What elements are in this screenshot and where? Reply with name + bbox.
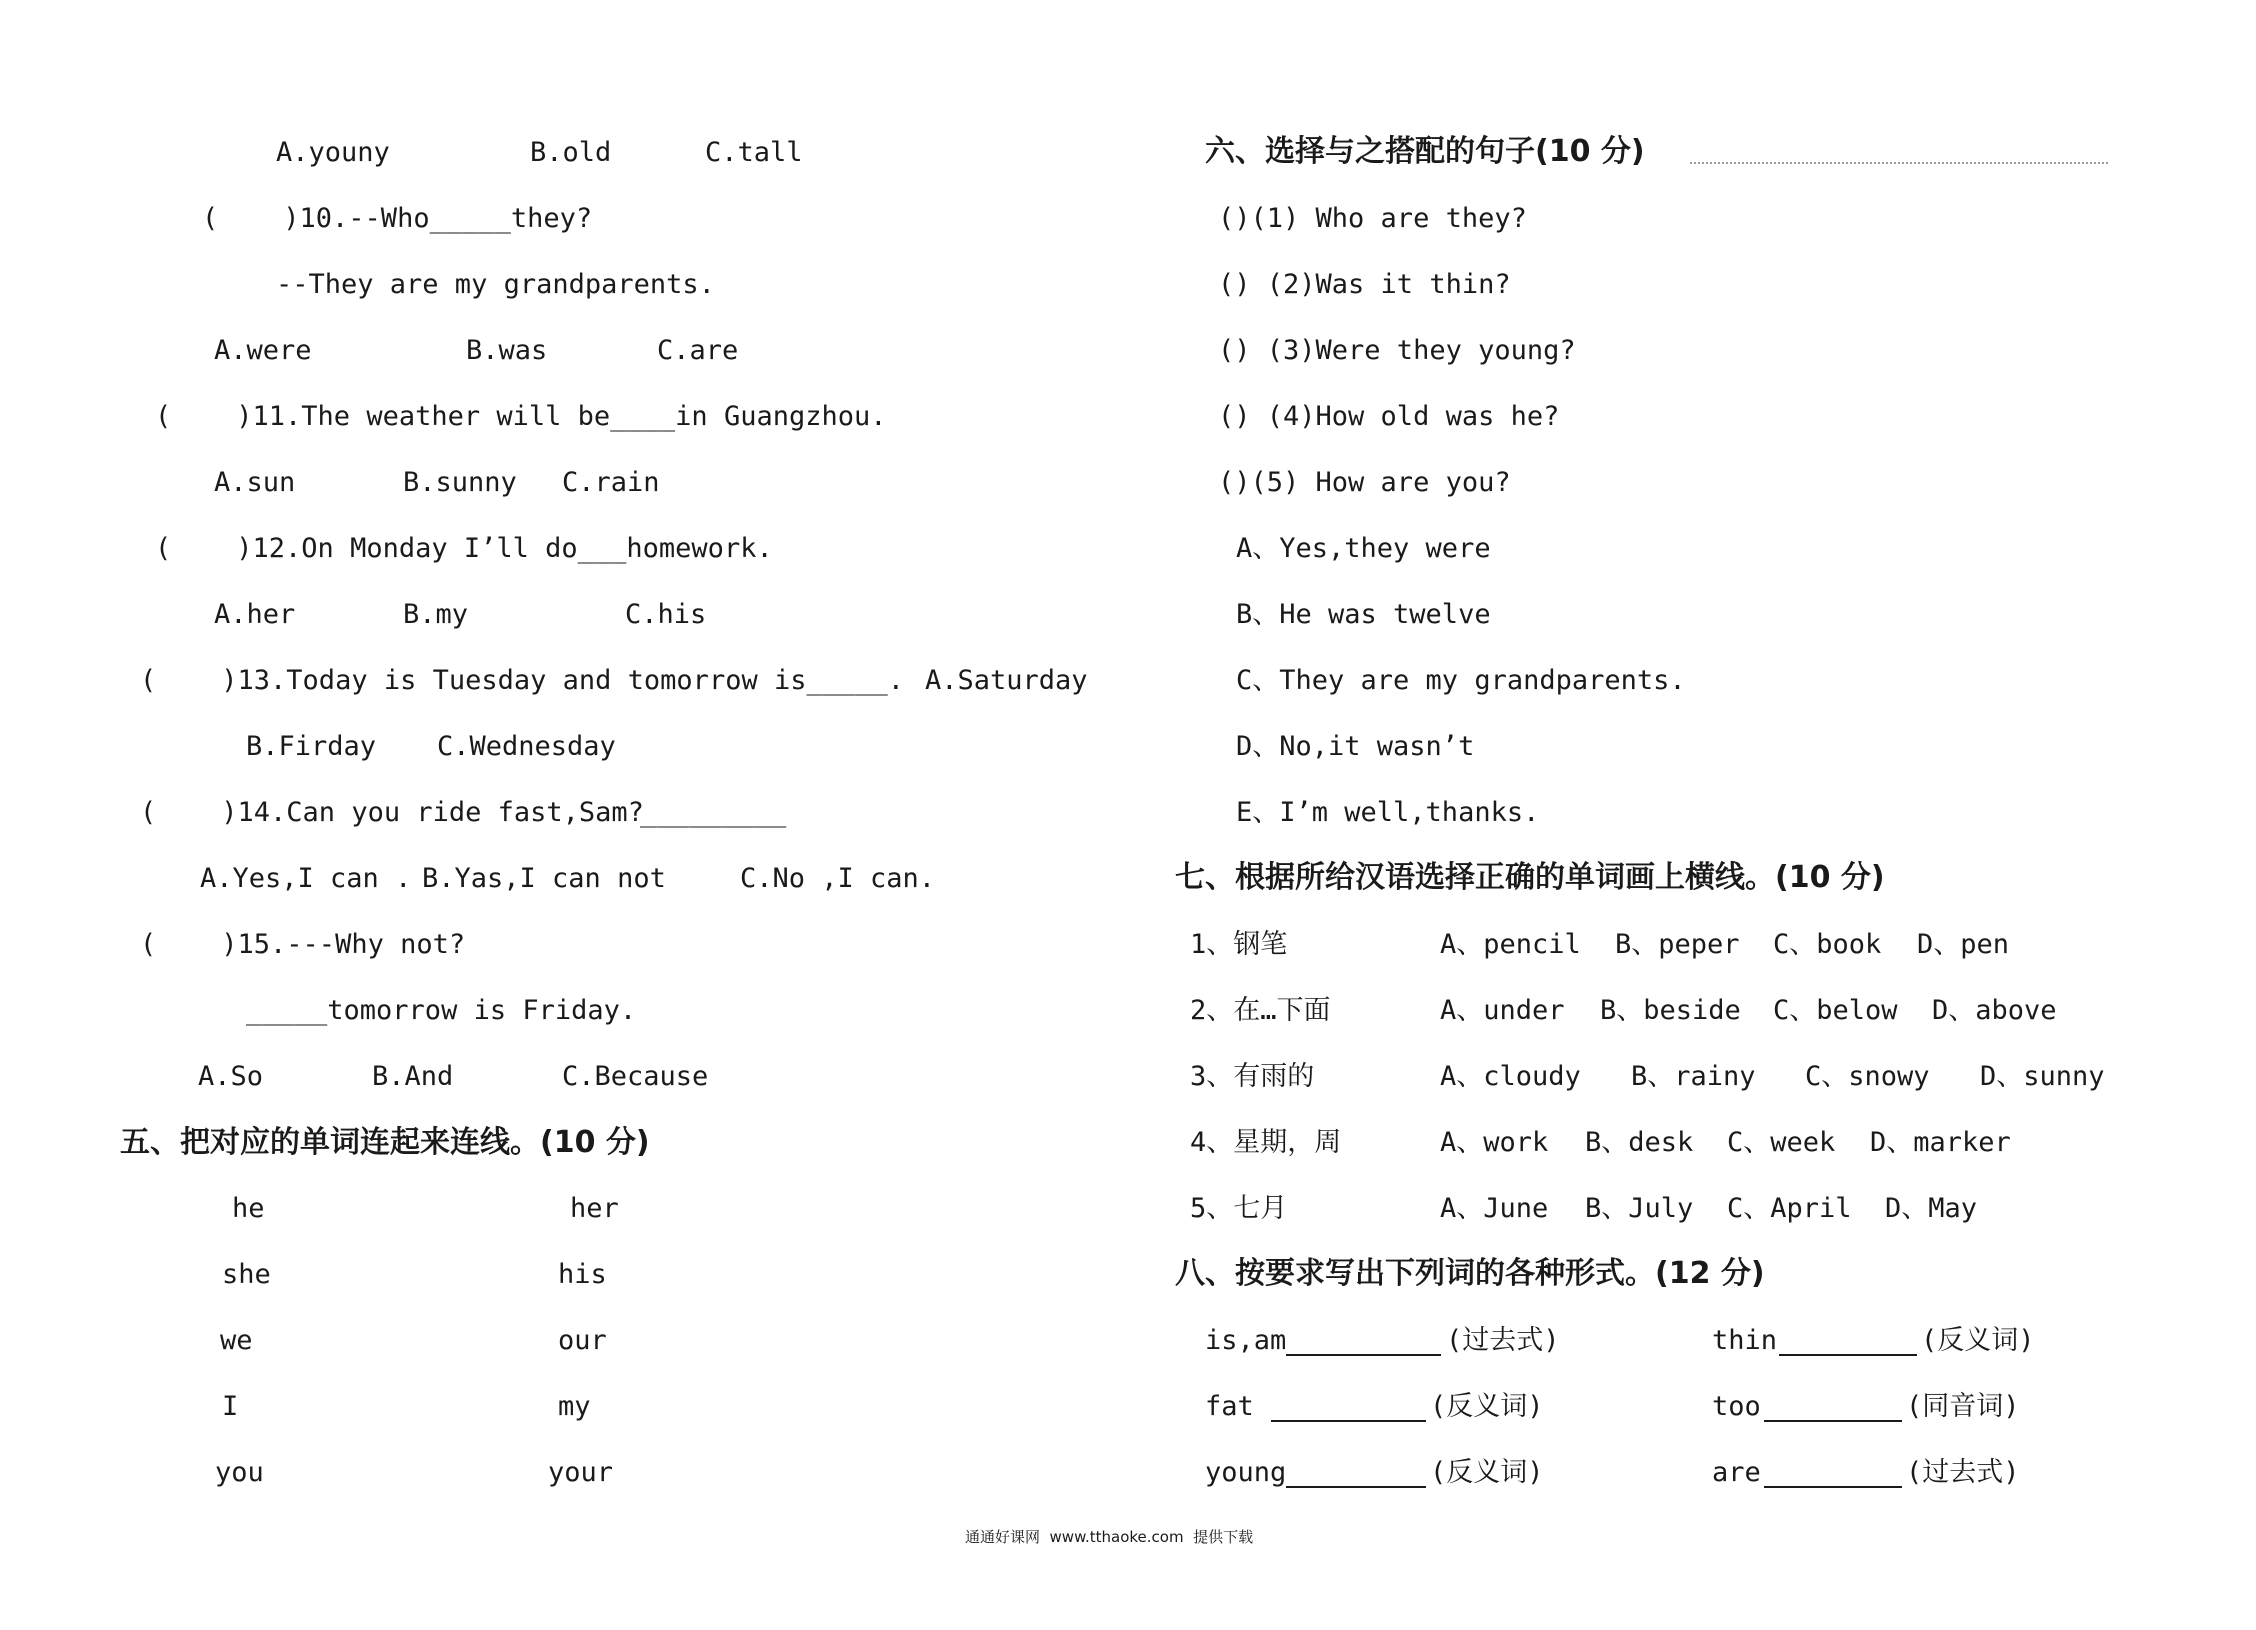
answer-blank[interactable] xyxy=(1286,1486,1426,1488)
section7-item-label: 4、星期，周 xyxy=(1190,1127,1342,1158)
q14-option-a: A.Yes,I can . xyxy=(200,863,412,894)
section7-option: D、pen xyxy=(1917,929,2010,960)
section7-option: B、rainy xyxy=(1631,1061,1756,1092)
answer-blank[interactable] xyxy=(1764,1486,1902,1488)
q13-option-a: A.Saturday xyxy=(925,665,1088,696)
section5-right-word: my xyxy=(558,1391,591,1422)
section6-answer: D、No,it wasn’t xyxy=(1236,731,1475,762)
section7-option: D、above xyxy=(1932,995,2057,1026)
section7-option: B、beside xyxy=(1600,995,1741,1026)
q14-stem: ( )14.Can you ride fast,Sam? xyxy=(140,797,644,828)
section6-question: () (3)Were they young? xyxy=(1218,335,1576,366)
section6-answer: C、They are my grandparents. xyxy=(1236,665,1686,696)
section7-option: C、book xyxy=(1773,929,1882,960)
section6-question: () (2)Was it thin? xyxy=(1218,269,1511,300)
section6-question: ()(5) How are you? xyxy=(1218,467,1511,498)
answer-blank[interactable] xyxy=(1271,1420,1426,1422)
section7-option: A、work xyxy=(1440,1127,1549,1158)
section7-option: D、marker xyxy=(1870,1127,2011,1158)
section7-item-label: 1、钢笔 xyxy=(1190,929,1288,960)
q15-option-c: C.Because xyxy=(562,1061,709,1092)
q9-option-b: B.old xyxy=(530,137,612,168)
q13-stem: ( )13.Today is Tuesday and tomorrow is_____. xyxy=(140,665,905,696)
answer-blank[interactable] xyxy=(1286,1354,1441,1356)
section7-option: C、snowy xyxy=(1805,1061,1930,1092)
section7-option: D、sunny xyxy=(1980,1061,2105,1092)
section6-answer: A、Yes,they were xyxy=(1236,533,1491,564)
section8-word: thin xyxy=(1712,1325,1778,1356)
q11-option-c: C.rain xyxy=(562,467,660,498)
q12-stem: ( )12.On Monday I’ll do___homework. xyxy=(155,533,773,564)
section8-hint: (反义词) xyxy=(1430,1391,1544,1422)
section8-word: young xyxy=(1205,1457,1287,1488)
q12-option-b: B.my xyxy=(403,599,469,630)
section6-answer: E、I’m well,thanks. xyxy=(1236,797,1540,828)
section7-option: B、peper xyxy=(1615,929,1740,960)
q11-option-a: A.sun xyxy=(214,467,296,498)
q10-option-c: C.are xyxy=(657,335,739,366)
q13-option-c: C.Wednesday xyxy=(437,731,616,762)
q12-option-c: C.his xyxy=(625,599,707,630)
section5-left-word: he xyxy=(232,1193,265,1224)
section8-hint: (同音词) xyxy=(1906,1391,2020,1422)
section8-heading: 八、按要求写出下列词的各种形式。(12 分) xyxy=(1175,1256,1765,1291)
section5-left-word: you xyxy=(215,1457,264,1488)
q11-stem: ( )11.The weather will be____in Guangzhou. xyxy=(155,401,887,432)
q9-option-c: C.tall xyxy=(705,137,803,168)
q10-stem: ( )10.--Who_____they? xyxy=(202,203,593,234)
section6-question: () (4)How old was he? xyxy=(1218,401,1560,432)
q14-option-c: C.No ,I can. xyxy=(740,863,936,894)
section8-word: is,am xyxy=(1205,1325,1287,1356)
q14-option-b: B.Yas,I can not xyxy=(422,863,666,894)
q9-option-a: A.youny xyxy=(276,137,390,168)
section5-right-word: his xyxy=(558,1259,607,1290)
section8-hint: (反义词) xyxy=(1921,1325,2035,1356)
section5-right-word: her xyxy=(570,1193,619,1224)
section5-right-word: our xyxy=(558,1325,607,1356)
q15-stem: ( )15.---Why not? xyxy=(140,929,466,960)
q14-blank: _________ xyxy=(640,797,787,828)
section5-heading: 五、把对应的单词连起来连线。(10 分) xyxy=(120,1125,650,1160)
section5-left-word: we xyxy=(220,1325,253,1356)
section8-hint: (过去式) xyxy=(1446,1325,1560,1356)
answer-blank[interactable] xyxy=(1779,1354,1917,1356)
section7-heading: 七、根据所给汉语选择正确的单词画上横线。(10 分) xyxy=(1175,860,1885,895)
section7-option: B、July xyxy=(1585,1193,1694,1224)
section7-item-label: 3、有雨的 xyxy=(1190,1061,1315,1092)
section8-word: fat xyxy=(1205,1391,1271,1422)
section6-heading: 六、选择与之搭配的句子(10 分) xyxy=(1205,134,1645,169)
section7-option: A、June xyxy=(1440,1193,1549,1224)
section5-right-word: your xyxy=(548,1457,614,1488)
answer-blank[interactable] xyxy=(1764,1420,1902,1422)
q10-option-b: B.was xyxy=(466,335,548,366)
section7-option: C、below xyxy=(1773,995,1898,1026)
q12-option-a: A.her xyxy=(214,599,296,630)
q11-option-b: B.sunny xyxy=(403,467,517,498)
section5-left-word: I xyxy=(222,1391,239,1422)
section7-option: A、pencil xyxy=(1440,929,1581,960)
q13-option-b: B.Firday xyxy=(246,731,377,762)
section7-option: A、under xyxy=(1440,995,1565,1026)
q15-answer-line: _____tomorrow is Friday. xyxy=(246,995,637,1026)
section7-option: A、cloudy xyxy=(1440,1061,1581,1092)
section8-hint: (反义词) xyxy=(1430,1457,1544,1488)
section7-option: C、April xyxy=(1727,1193,1852,1224)
section8-hint: (过去式) xyxy=(1906,1457,2020,1488)
q15-option-b: B.And xyxy=(372,1061,454,1092)
section5-left-word: she xyxy=(222,1259,271,1290)
q10-option-a: A.were xyxy=(214,335,312,366)
section7-item-label: 5、七月 xyxy=(1190,1193,1288,1224)
section6-answer: B、He was twelve xyxy=(1236,599,1491,630)
section8-word: are xyxy=(1712,1457,1761,1488)
section7-option: D、May xyxy=(1885,1193,1978,1224)
heading-dotted-rule xyxy=(1690,162,2108,164)
page-footer: 通通好课网 www.tthaoke.com 提供下载 xyxy=(965,1528,1254,1546)
q15-option-a: A.So xyxy=(198,1061,264,1092)
section7-option: C、week xyxy=(1727,1127,1836,1158)
section6-question: ()(1) Who are they? xyxy=(1218,203,1527,234)
section7-option: B、desk xyxy=(1585,1127,1694,1158)
q10-answer-line: --They are my grandparents. xyxy=(276,269,715,300)
section8-word: too xyxy=(1712,1391,1761,1422)
section7-item-label: 2、在…下面 xyxy=(1190,995,1331,1026)
